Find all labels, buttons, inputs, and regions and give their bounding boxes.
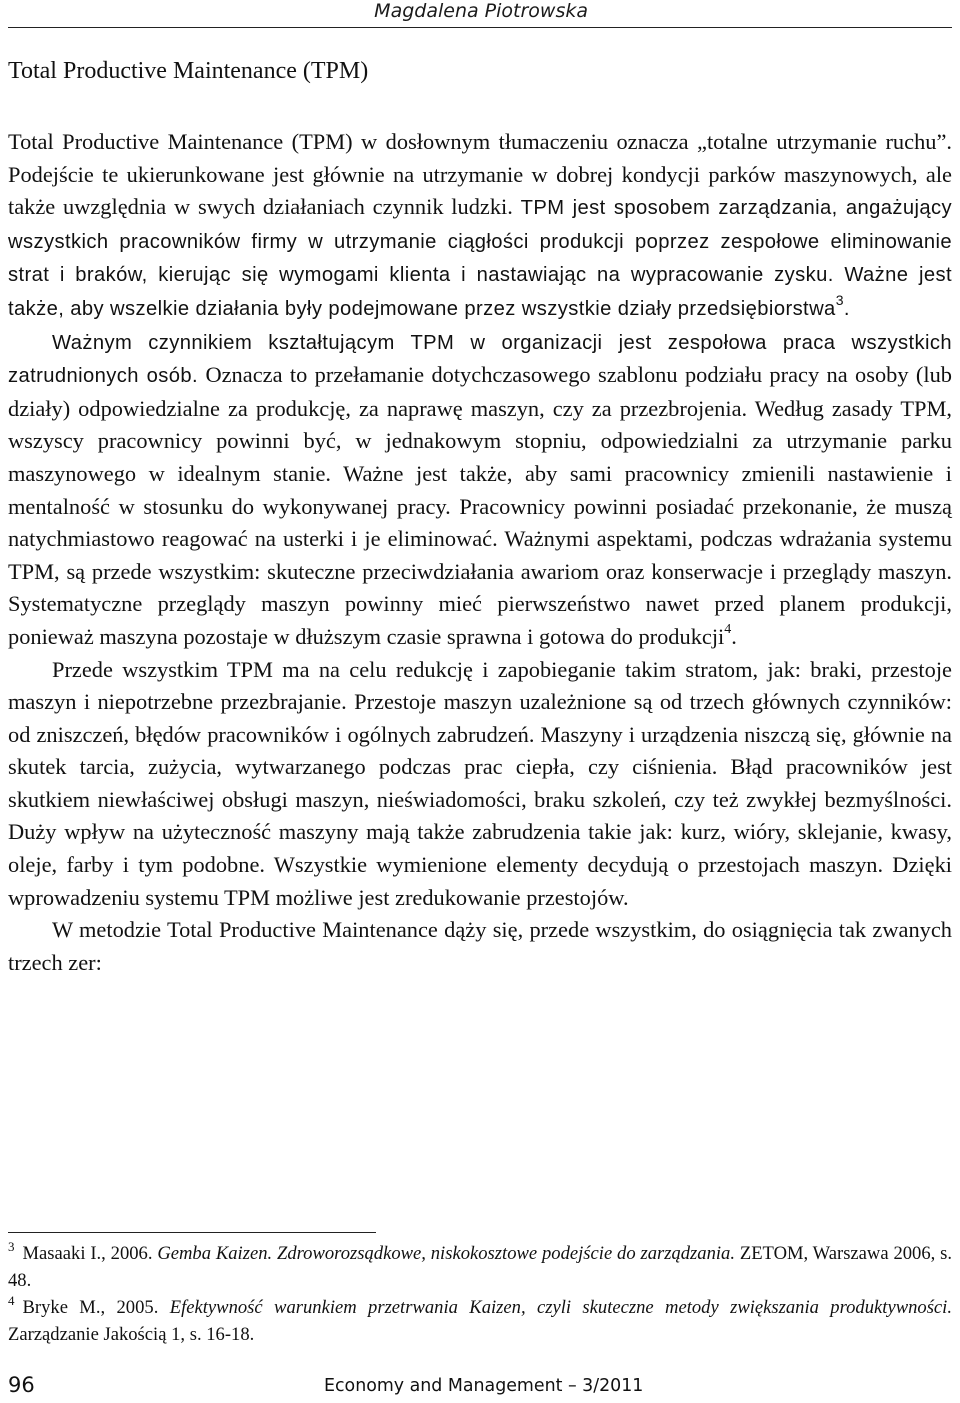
footnote-3-number: 3 xyxy=(8,1238,15,1254)
footnote-3 xyxy=(8,1240,952,1294)
header-rule xyxy=(8,27,952,28)
footnote-4-author: Bryke M., 2005. xyxy=(22,1297,159,1318)
running-head-author: Magdalena Piotrowska xyxy=(374,0,588,22)
body-text xyxy=(8,126,952,979)
footnote-4-rest: Zarządzanie Jakością 1, s. 16-18. xyxy=(8,1324,255,1345)
paragraph-1-serif: Total Productive Maintenance (TPM) w dosłownym tłumaczeniu oznacza „totalne utrzymanie ruchu”. Podejście te ukierunkowane jest głównie na utrzymanie w dobrej kondycji parków maszynowych, ale także uwzględnia w swych działaniach czynnik ludzki. xyxy=(8,129,952,220)
footnotes xyxy=(8,1240,952,1348)
footnote-4-title: Efektywność warunkiem przetrwania Kaizen, czyli skuteczne metody zwiększania produktywności. xyxy=(169,1297,952,1318)
paragraph-2-end: . xyxy=(731,623,737,649)
paragraph-3: Przede wszystkim TPM ma na celu redukcję i zapobieganie takim stratom, jak: braki, przestoje maszyn i niepotrzebne przezbrajanie. Przestoje maszyn uzależnione są od trzech głównych czynników: od zniszczeń, błędów pracowników i ogólnych zabrudzeń. Maszyny i urządzenia niszczą się, głównie na skutek tarcia, zużycia, wytwarzanego podczas prac ciepła, czy ciśnienia. Błąd pracowników jest skutkiem niewłaściwej obsługi maszyn, nieświadomości, braku szkoleń, czy też zwykłej bezmyślności. Duży wpływ na użyteczność maszyny mają także zabrudzenia takie jak: kurz, wióry, sklejanie, kwasy, oleje, farby i tym podobne. Wszystkie wymienione elementy decydują o przestojach maszyn. Dzięki wprowadzeniu systemu TPM możliwe jest zredukowanie przestojów. xyxy=(8,656,952,910)
paragraph-2-sans: Ważnym czynnikiem kształtującym TPM w organizacji jest zespołowa praca wszystkich zatrudnionych osób. xyxy=(8,331,952,388)
footnote-ref-3: 3 xyxy=(835,292,844,309)
page-number: 96 xyxy=(8,1373,35,1397)
footnote-3-title: Gemba Kaizen. Zdroworozsądkowe, niskokosztowe podejście do zarządzania. xyxy=(157,1243,735,1264)
journal-footer: Economy and Management – 3/2011 xyxy=(324,1376,644,1396)
footnote-rule xyxy=(8,1232,376,1233)
paragraph-1-sans-text: TPM jest sposobem zarządzania, angażujący wszystkich pracowników firmy w utrzymanie ciągłości produkcji poprzez zespołowe eliminowanie strat i braków, kierując się wymogami klienta i nastawiając na wypracowanie zysku. Ważne jest także, aby wszelkie działania były podejmowane przez wszystkie działy przedsiębiorstwa xyxy=(8,197,952,320)
paragraph-4: W metodzie Total Productive Maintenance dąży się, przede wszystkim, do osiągnięcia tak zwanych trzech zer: xyxy=(8,917,952,975)
footnote-4-number: 4 xyxy=(8,1292,15,1308)
footnote-ref-4: 4 xyxy=(724,622,732,638)
paragraph-2 xyxy=(8,326,952,654)
paragraph-1 xyxy=(8,126,952,326)
paragraph-2-serif: Oznacza to przełamanie dotychczasowego szablonu podziału pracy na osoby (lub działy) odpowiedzialne za produkcję, za naprawę maszyn, czy za przezbrojenia. Według zasady TPM, wszyscy pracownicy powinni być, w jednakowym stopniu, odpowiedzialni za utrzymanie parku maszynowego w idealnym stanie. Ważne jest także, aby sami pracownicy zmienili nastawienie i mentalność w stosunku do wykonywanej pracy. Pracownicy powinni posiadać przekonanie, że muszą natychmiastowo reagować na usterki i je eliminować. Ważnymi aspektami, podczas wdrażania systemu TPM, są przede wszystkim: skuteczne przeciwdziałania awariom oraz konserwacje i przeglądy maszyn. Systematyczne przeglądy maszyn powinny mieć pierwszeństwo nawet przed planem produkcji, ponieważ maszyna pozostaje w dłuższym czasie sprawna i gotowa do produkcji xyxy=(8,362,952,649)
footnote-3-rest: ZETOM, Warszawa 2006, s. 48. xyxy=(8,1243,952,1291)
footnote-3-author: Masaaki I., 2006. xyxy=(22,1243,153,1264)
paragraph-1-end: . xyxy=(843,297,850,320)
section-title: Total Productive Maintenance (TPM) xyxy=(8,58,369,84)
footnote-4 xyxy=(8,1294,952,1348)
